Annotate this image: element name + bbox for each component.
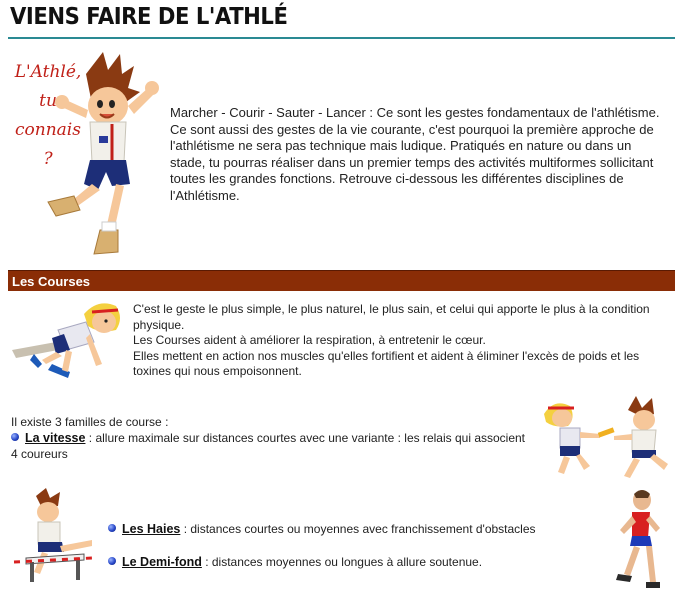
bullet-icon [108,524,116,532]
hurdler-illustration [12,488,102,583]
item-description: : distances courtes ou moyennes avec franchissement d'obstacles [180,522,536,536]
list-item-demi-fond [108,554,608,570]
intro-paragraph: Marcher - Courir - Sauter - Lancer : Ce sont les gestes fondamentaux de l'athlétisme. Ce sont aussi des gestes de la vie courante, c'est pourquoi la première approche de l'athlétisme ne sera pas technique mais ludique. Pratiqués en nature ou dans un stade, tu pourras réaliser dans un premier temps des activités multiformes sollicitant toutes les grandes fonctions. Retrouve ci-dessous les différentes disciplines de l'Athlétisme. [170,105,660,203]
list-item-vitesse [11,430,531,462]
courses-paragraph: Elles mettent en action nos muscles qu'elles fortifient et aident à éliminer l'excès de poids et les toxines qui nous empoisonnent. [133,348,640,379]
courses-description [133,302,668,380]
title-divider [8,37,675,39]
hero-caption-line: connais ? [15,120,81,169]
relay-runners-illustration [540,396,675,484]
hero-caption [8,58,88,174]
bullet-icon [11,433,19,441]
hero-caption-line: L'Athlé, [14,62,82,82]
link-le-demi-fond[interactable]: Le Demi-fond [122,555,202,569]
bullet-icon [108,557,116,565]
list-item-haies [108,521,608,537]
starting-runner-illustration [12,294,127,384]
distance-runner-illustration [608,486,666,606]
item-description: : allure maximale sur distances courtes avec une variante : les relais qui associent 4 coureurs [11,431,526,461]
courses-paragraph: C'est le geste le plus simple, le plus naturel, le plus sain, et celui qui apporte le plus à la condition physique. [133,302,650,332]
link-les-haies[interactable]: Les Haies [122,522,181,536]
link-la-vitesse[interactable]: La vitesse [25,431,86,445]
families-intro: Il existe 3 familles de course : [11,415,169,429]
hero-caption-line: tu [39,91,57,111]
section-header-courses [8,270,675,291]
section-heading: Les Courses [12,274,91,289]
courses-paragraph: Les Courses aident à améliorer la respiration, à entretenir le cœur. [133,333,486,348]
page-title: VIENS FAIRE DE L'ATHLÉ [10,4,288,30]
item-description: : distances moyennes ou longues à allure soutenue. [201,555,483,569]
